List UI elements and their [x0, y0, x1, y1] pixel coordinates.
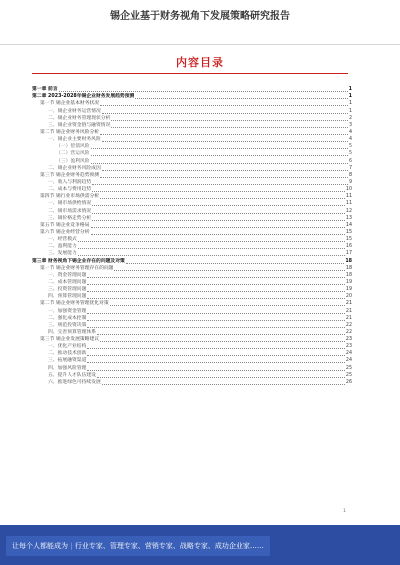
toc-entry-label: 第四节 锡行业市场供需分析 — [40, 194, 100, 200]
toc-leader-dots — [87, 347, 345, 349]
toc-entry[interactable] — [32, 279, 352, 286]
toc-entry[interactable] — [32, 222, 352, 229]
toc-entry-page: 18 — [345, 265, 352, 271]
toc-entry-label: 一、优化产业结构 — [48, 344, 87, 350]
toc-entry-label: 第三节 锡企业财务趋势预测 — [40, 172, 100, 178]
toc-entry[interactable] — [32, 207, 352, 214]
toc-entry[interactable] — [32, 165, 352, 172]
toc-entry-label: （一）偿债风险 — [56, 144, 90, 150]
toc-entry[interactable] — [32, 300, 352, 307]
toc-entry[interactable] — [32, 107, 352, 114]
toc-leader-dots — [135, 97, 347, 99]
toc-leader-dots — [87, 319, 345, 321]
toc-entry-page: 14 — [345, 222, 352, 228]
toc-entry-page: 25 — [345, 372, 352, 378]
toc-entry[interactable] — [32, 250, 352, 257]
toc-entry[interactable] — [32, 372, 352, 379]
toc-entry-page: 25 — [345, 365, 352, 371]
toc-entry-label: 三、锡价格走势分析 — [48, 215, 92, 221]
toc-title: 内容目录 — [176, 56, 224, 69]
toc-entry-page: 24 — [345, 358, 352, 364]
toc-leader-dots — [87, 276, 345, 278]
toc-entry-page: 11 — [345, 201, 352, 207]
toc-entry[interactable] — [32, 265, 352, 272]
table-of-contents — [32, 86, 352, 386]
toc-entry-page: 20 — [345, 294, 352, 300]
toc-leader-dots — [87, 326, 345, 328]
toc-leader-dots — [100, 133, 348, 135]
toc-entry[interactable] — [32, 243, 352, 250]
toc-leader-dots — [87, 312, 345, 314]
toc-entry-page: 15 — [345, 237, 352, 243]
toc-leader-dots — [100, 340, 345, 342]
toc-leader-dots — [111, 126, 348, 128]
toc-entry[interactable] — [32, 93, 352, 100]
toc-entry-label: 第五节 锡企业竞争格局 — [40, 222, 90, 228]
toc-leader-dots — [87, 283, 345, 285]
toc-leader-dots — [97, 333, 345, 335]
toc-entry[interactable] — [32, 286, 352, 293]
toc-entry-page: 10 — [345, 187, 352, 193]
toc-entry[interactable] — [32, 179, 352, 186]
toc-entry-page: 8 — [348, 172, 352, 178]
toc-leader-dots — [110, 304, 345, 306]
toc-entry-label: 第一节 锡企业基本财务状况 — [40, 101, 100, 107]
toc-leader-dots — [87, 297, 345, 299]
toc-entry-page: 4 — [348, 129, 352, 135]
toc-entry-label: 二、锡市场需求情况 — [48, 208, 92, 214]
toc-entry-label: 二、盈利能力 — [48, 244, 77, 250]
toc-leader-dots — [102, 383, 345, 385]
toc-entry[interactable] — [32, 157, 352, 164]
toc-entry-label: 第二节 锡企业财务管理优化对策 — [40, 301, 109, 307]
toc-entry-label: 一、锡市场供给情况 — [48, 201, 92, 207]
toc-entry[interactable] — [32, 322, 352, 329]
toc-leader-dots — [97, 376, 345, 378]
toc-entry-label: 二、锡企业财务风险成因 — [48, 165, 101, 171]
toc-entry-page: 13 — [345, 215, 352, 221]
toc-entry-page: 21 — [345, 301, 352, 307]
toc-entry-label: 二、成本管理问题 — [48, 279, 87, 285]
toc-entry[interactable] — [32, 193, 352, 200]
toc-entry-label: 三、投资管理问题 — [48, 287, 87, 293]
toc-entry-label: 三、拓展融资渠道 — [48, 358, 87, 364]
toc-entry[interactable] — [32, 200, 352, 207]
toc-entry-page: 17 — [345, 251, 352, 257]
toc-leader-dots — [114, 269, 344, 271]
toc-entry[interactable] — [32, 86, 352, 93]
toc-entry-page: 9 — [348, 179, 352, 185]
toc-entry-label: 二、锡企业财务管理现状分析 — [48, 115, 111, 121]
toc-entry-page: 7 — [348, 165, 352, 171]
toc-entry-page: 22 — [345, 329, 352, 335]
toc-leader-dots — [78, 240, 345, 242]
toc-leader-dots — [78, 254, 345, 256]
toc-entry-label: 二、强化成本控制 — [48, 315, 87, 321]
toc-leader-dots — [91, 226, 345, 228]
toc-entry-page: 6 — [348, 158, 352, 164]
toc-entry-label: 第一节 锡企业财务管理存在的问题 — [40, 265, 114, 271]
toc-leader-dots — [92, 219, 345, 221]
toc-entry[interactable] — [32, 257, 352, 264]
toc-entry-page: 11 — [345, 194, 352, 200]
toc-leader-dots — [92, 183, 348, 185]
toc-leader-dots — [87, 361, 345, 363]
toc-entry-label: 一、锡企业财务运营情况 — [48, 108, 101, 114]
toc-entry-label: 六、推进绿色可持续发展 — [48, 379, 101, 385]
toc-entry-label: 第三章 财务视角下锡企业存在的问题及对策 — [32, 258, 125, 264]
toc-entry-page: 15 — [345, 229, 352, 235]
toc-entry-page: 19 — [345, 287, 352, 293]
toc-entry-page: 5 — [348, 151, 352, 157]
toc-entry[interactable] — [32, 329, 352, 336]
toc-entry-label: 第二节 锡企业财务风险分析 — [40, 129, 100, 135]
page-footer — [0, 525, 400, 565]
toc-leader-dots — [102, 112, 348, 114]
toc-leader-dots — [91, 147, 348, 149]
toc-leader-dots — [87, 290, 345, 292]
toc-leader-dots — [91, 233, 345, 235]
toc-leader-dots — [91, 154, 348, 156]
toc-entry-label: 第二章 2023-2028年锡企业财务发展趋势预测 — [32, 94, 135, 100]
toc-entry-page: 23 — [345, 337, 352, 343]
toc-entry-page: 16 — [345, 244, 352, 250]
toc-entry-page: 18 — [345, 258, 352, 264]
toc-leader-dots — [59, 90, 348, 92]
toc-entry-label: 五、提升人才队伍建设 — [48, 372, 96, 378]
toc-entry-label: （二）营运风险 — [56, 151, 90, 157]
toc-entry-page: 5 — [348, 144, 352, 150]
toc-entry-page: 2 — [348, 115, 352, 121]
toc-entry-label: 三、锡企业资金链与融资情况 — [48, 122, 111, 128]
toc-entry[interactable] — [32, 336, 352, 343]
toc-entry[interactable] — [32, 307, 352, 314]
toc-entry[interactable] — [32, 364, 352, 371]
toc-entry-page: 19 — [345, 279, 352, 285]
toc-entry[interactable] — [32, 136, 352, 143]
toc-entry-page: 12 — [345, 208, 352, 214]
toc-entry[interactable] — [32, 215, 352, 222]
toc-entry-label: 一、经营模式 — [48, 237, 77, 243]
toc-entry-page: 26 — [345, 379, 352, 385]
toc-entry[interactable] — [32, 100, 352, 107]
toc-entry-label: 一、加强资金管理 — [48, 308, 87, 314]
footer-slogan — [6, 536, 270, 556]
footer-divider: | — [70, 542, 75, 550]
toc-divider — [32, 73, 348, 74]
toc-entry-page: 24 — [345, 351, 352, 357]
toc-leader-dots — [87, 369, 345, 371]
toc-leader-dots — [100, 104, 348, 106]
toc-entry-label: 四、预算管理问题 — [48, 294, 87, 300]
toc-entry[interactable] — [32, 357, 352, 364]
toc-entry[interactable] — [32, 150, 352, 157]
toc-entry[interactable] — [32, 343, 352, 350]
toc-entry-label: 一、资金管理问题 — [48, 272, 87, 278]
toc-leader-dots — [92, 212, 345, 214]
toc-leader-dots — [100, 197, 345, 199]
toc-entry-label: 二、成本与费用趋势 — [48, 187, 92, 193]
toc-leader-dots — [100, 176, 348, 178]
toc-entry-label: 三、规范投资决策 — [48, 322, 87, 328]
toc-leader-dots — [92, 190, 345, 192]
toc-leader-dots — [111, 119, 348, 121]
toc-leader-dots — [126, 262, 344, 264]
page-number: 1 — [343, 509, 346, 514]
toc-entry-page: 21 — [345, 315, 352, 321]
toc-entry-page: 4 — [348, 137, 352, 143]
toc-leader-dots — [102, 169, 348, 171]
toc-entry-label: 二、推动技术创新 — [48, 351, 87, 357]
toc-leader-dots — [78, 247, 345, 249]
toc-leader-dots — [92, 204, 345, 206]
toc-entry[interactable] — [32, 143, 352, 150]
toc-entry[interactable] — [32, 115, 352, 122]
toc-entry[interactable] — [32, 129, 352, 136]
footer-slogan-body: 行业专家、管理专家、营销专家、战略专家、成功企业家…… — [74, 542, 264, 550]
toc-entry-page: 23 — [345, 344, 352, 350]
toc-entry-label: 第一章 前言 — [32, 87, 58, 93]
toc-entry-label: 第三节 锡企业发展策略建议 — [40, 337, 100, 343]
toc-entry[interactable] — [32, 172, 352, 179]
toc-entry-page: 1 — [348, 101, 352, 107]
toc-entry-page: 1 — [348, 87, 352, 93]
toc-entry-label: 一、锡企业主要财务风险 — [48, 137, 101, 143]
toc-entry[interactable] — [32, 236, 352, 243]
toc-entry[interactable] — [32, 379, 352, 386]
footer-slogan-prefix: 让每个人都能成为 — [12, 542, 68, 550]
toc-entry[interactable] — [32, 229, 352, 236]
toc-entry-page: 21 — [345, 308, 352, 314]
toc-entry-label: （三）盈利风险 — [56, 158, 90, 164]
toc-leader-dots — [87, 354, 345, 356]
toc-entry-label: 四、完善预算管理体系 — [48, 329, 96, 335]
toc-entry-page: 22 — [345, 322, 352, 328]
toc-entry-label: 一、收入与利润趋势 — [48, 179, 92, 185]
toc-entry-page: 1 — [348, 108, 352, 114]
toc-entry-page: 18 — [345, 272, 352, 278]
toc-leader-dots — [91, 162, 348, 164]
toc-entry-label: 第六节 锡企业经营分析 — [40, 229, 90, 235]
toc-entry-label: 四、加强风险管理 — [48, 365, 87, 371]
toc-entry[interactable] — [32, 350, 352, 357]
toc-entry-label: 三、发展能力 — [48, 251, 77, 257]
page-header — [0, 0, 400, 45]
toc-entry[interactable] — [32, 315, 352, 322]
toc-entry-page: 3 — [348, 122, 352, 128]
toc-entry[interactable] — [32, 293, 352, 300]
toc-leader-dots — [102, 140, 348, 142]
toc-entry[interactable] — [32, 186, 352, 193]
report-title: 锡企业基于财务视角下发展策略研究报告 — [110, 11, 290, 22]
toc-entry[interactable] — [32, 122, 352, 129]
toc-entry[interactable] — [32, 272, 352, 279]
toc-entry-page: 1 — [348, 94, 352, 100]
